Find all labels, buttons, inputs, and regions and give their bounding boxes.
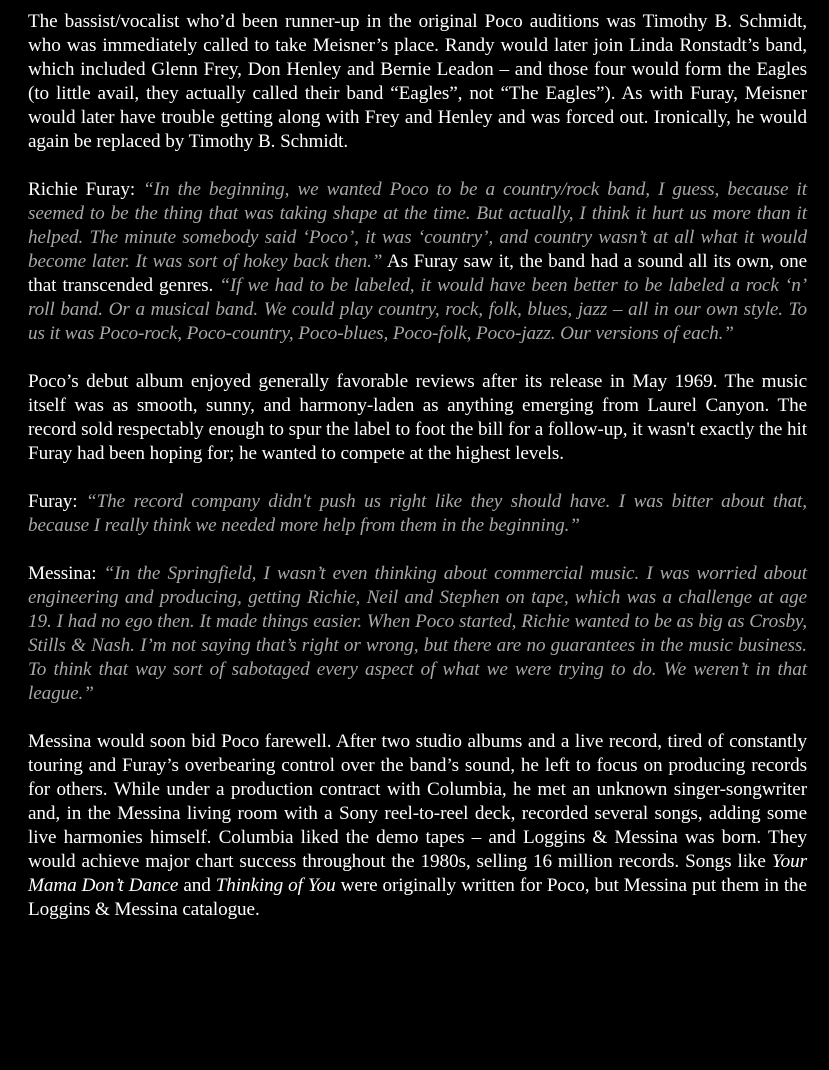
paragraph-schmidt: The bassist/vocalist who’d been runner-up in the original Poco auditions was Timothy B. Schmidt, who was immediately called to take Meisner’s place. Randy would later join Linda Ronstadt’s band, which included Glenn Frey, Don Henley and Bernie Leadon – and those four would form the Eagles (to little avail, they actually called their band “Eagles”, not “The Eagles”). As with Furay, Meisner would later have trouble getting along with Frey and Henley and was forced out. Ironically, he would again be replaced by Timothy B. Schmidt. <box>28 11 807 152</box>
body-text: and <box>178 875 216 896</box>
body-text: were originally written for Poco, but Messina put them in the Loggins & Messina catalogue. <box>28 875 807 920</box>
song-title: Thinking of You <box>215 875 336 896</box>
body-text: Messina would soon bid Poco farewell. After two studio albums and a live record, tired of constantly touring and Furay’s overbearing control over the band’s sound, he left to focus on producing records for others. While under a production contract with Columbia, he met an unknown singer-songwriter and, in the Messina living room with a Sony reel-to-reel deck, recorded several songs, adding some live harmonies himself. Columbia liked the demo tapes – and Loggins & Messina was born. They would achieve major chart success throughout the 1980s, selling 16 million records. Songs like <box>28 731 807 872</box>
quote-text: “In the beginning, we wanted Poco to be a country/rock band, I guess, because it seemed to be the thing that was taking shape at the time. But actually, I think it hurt us more than it helped. The minute somebody said ‘Poco’, it was ‘country’, and country wasn’t at all what it would become later. It was sort of hokey back then.” <box>28 179 807 272</box>
paragraph-furay-record-company <box>28 490 807 538</box>
speaker-label: Furay: <box>28 491 87 512</box>
paragraph-messina-quote <box>28 562 807 706</box>
quote-text: “In the Springfield, I wasn’t even thinking about commercial music. I was worried about engineering and producing, getting Richie, Neil and Stephen on tape, which was a challenge at age 19. I had no ego then. It made things easier. When Poco started, Richie wanted to be as big as Crosby, Stills & Nash. I’m not saying that’s right or wrong, but there are no guarantees in the music business. To think that way sort of sabotaged every aspect of what we were trying to do. We weren’t in that league.” <box>28 563 807 704</box>
quote-text: “The record company didn't push us right like they should have. I was bitter about that, because I really think we needed more help from them in the beginning.” <box>28 491 807 536</box>
paragraph-debut-album: Poco’s debut album enjoyed generally favorable reviews after its release in May 1969. The music itself was as smooth, sunny, and harmony-laden as anything emerging from Laurel Canyon. The record sold respectably enough to spur the label to foot the bill for a follow-up, it wasn't exactly the hit Furay had been hoping for; he wanted to compete at the highest levels. <box>28 371 807 464</box>
song-title: Your Mama Don’t Dance <box>28 851 807 896</box>
paragraph-furay-quote <box>28 178 807 346</box>
quote-text: “If we had to be labeled, it would have been better to be labeled a rock ‘n’ roll band. Or a musical band. We could play country, rock, folk, blues, jazz – all in our own style. To us it was Poco-rock, Poco-country, Poco-blues, Poco-folk, Poco-jazz. Our versions of each.” <box>28 275 807 344</box>
body-text: As Furay saw it, the band had a sound all its own, one that transcended genres. <box>28 251 807 296</box>
speaker-label: Richie Furay: <box>28 179 144 200</box>
speaker-label: Messina: <box>28 563 104 584</box>
article-body <box>28 10 807 946</box>
paragraph-messina-farewell <box>28 730 807 922</box>
